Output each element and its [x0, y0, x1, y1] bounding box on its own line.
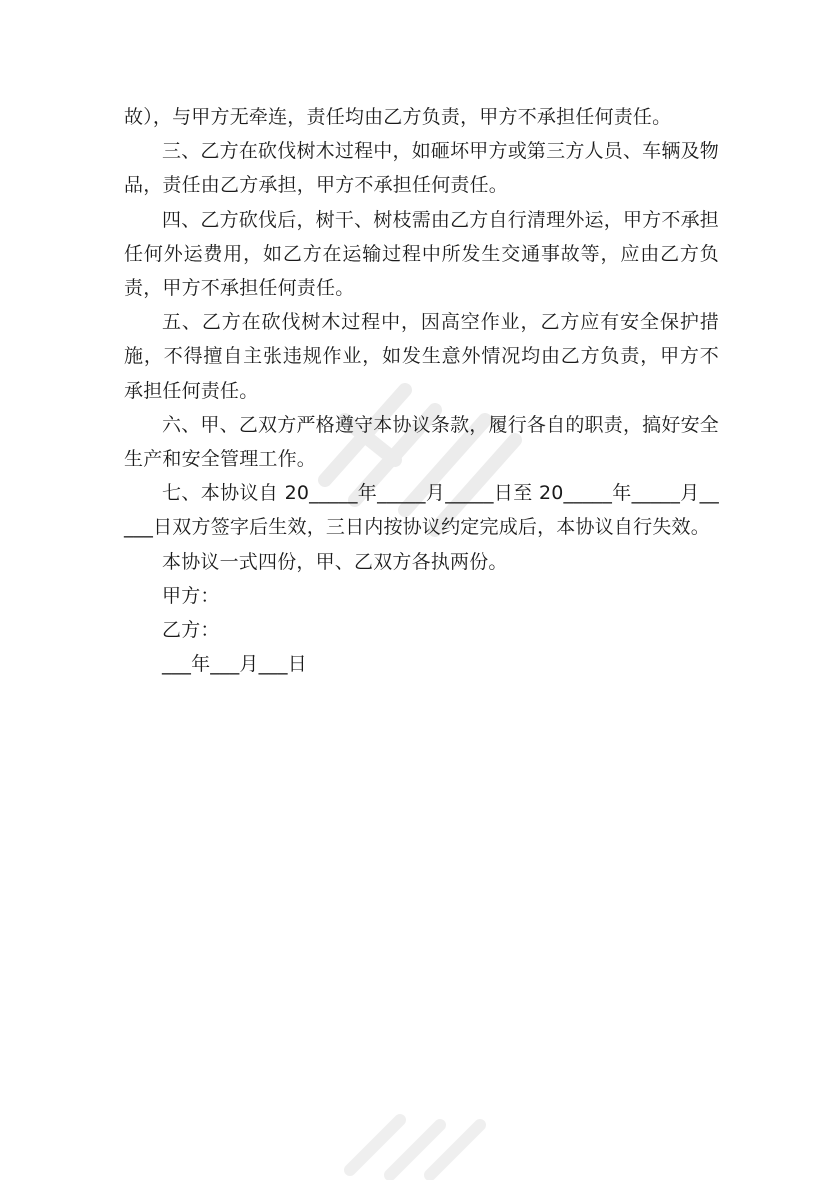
party-a-signature: 甲方：	[162, 584, 220, 607]
watermark-bottom-icon	[330, 1090, 510, 1180]
signature-date: ___年___月___日	[162, 653, 307, 676]
clause-three: 三、乙方在砍伐树木过程中，如砸坏甲方或第三方人员、车辆及物品，责任由乙方承担，甲方不承担任何责任。	[124, 140, 719, 197]
paragraph-continuation: 故），与甲方无牵连，责任均由乙方负责，甲方不承担任何责任。	[124, 106, 672, 128]
party-b-signature: 乙方：	[162, 619, 220, 642]
clause-six: 六、甲、乙双方严格遵守本协议条款，履行各自的职责，搞好安全生产和安全管理工作。	[124, 413, 719, 471]
copies-statement: 本协议一式四份，甲、乙双方各执两份。	[162, 550, 508, 573]
clause-five: 五、乙方在砍伐树木过程中，因高空作业，乙方应有安全保护措施，不得擅自主张违规作业，如发生意外情况均由乙方负责，甲方不承担任何责任。	[124, 311, 719, 402]
clause-seven: 七、本协议自 20_____年_____月_____日至 20_____年_____月_____日双方签字后生效，三日内按协议约定完成后，本协议自行失效。	[124, 482, 719, 539]
document-body	[124, 100, 719, 681]
clause-four: 四、乙方砍伐后，树干、树枝需由乙方自行清理外运，甲方不承担任何外运费用，如乙方在运输过程中所发生交通事故等，应由乙方负责，甲方不承担任何责任。	[124, 208, 719, 300]
